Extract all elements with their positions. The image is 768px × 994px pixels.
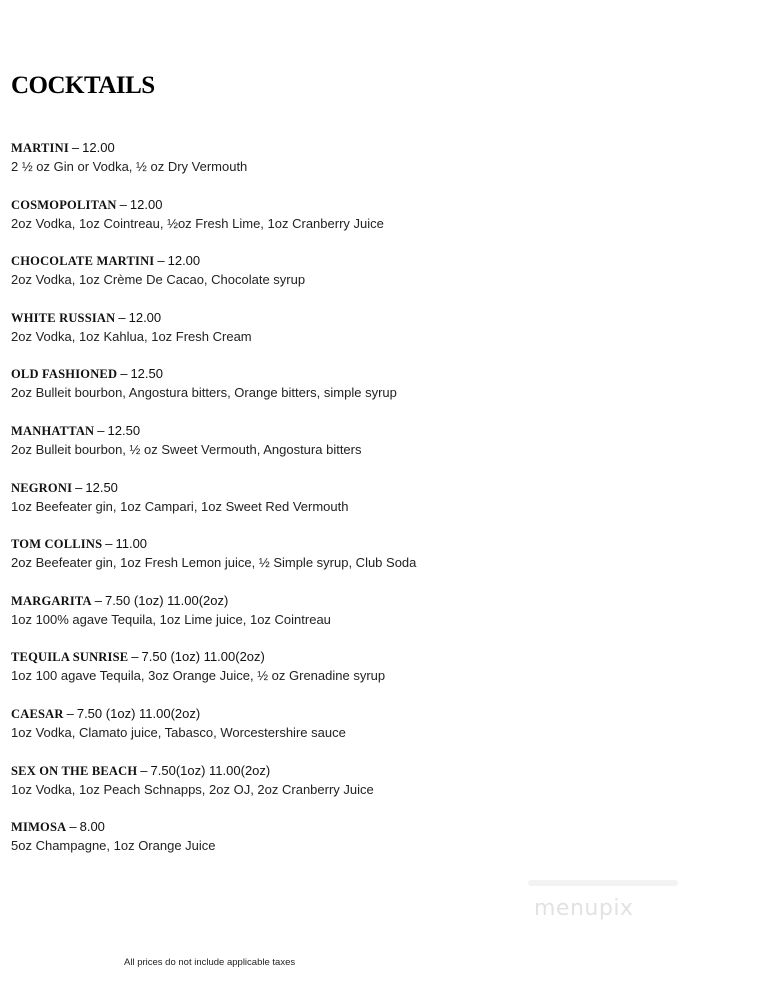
item-price: 12.00 <box>128 309 162 325</box>
item-description: 2oz Vodka, 1oz Crème De Cacao, Chocolate syrup <box>11 272 306 288</box>
item-separator: – <box>69 819 77 835</box>
item-price: 7.50 <box>104 592 131 608</box>
item-name: CAESAR <box>11 706 64 721</box>
item-name: MIMOSA <box>11 820 67 835</box>
cocktail-list <box>11 139 751 875</box>
item-name: TOM COLLINS <box>11 537 103 552</box>
item-name: OLD FASHIONED <box>11 367 118 382</box>
item-name: COSMOPOLITAN <box>11 197 117 212</box>
item-name: MARTINI <box>11 141 69 155</box>
menu-item <box>11 762 751 819</box>
item-separator: – <box>131 649 139 665</box>
item-price: 12.50 <box>130 366 163 382</box>
item-separator: – <box>120 366 128 382</box>
footer-note: All prices do not include applicable taxes <box>124 957 296 968</box>
item-price: 8.00 <box>79 819 105 835</box>
item-separator: – <box>119 196 127 212</box>
item-name: MANHATTAN <box>11 423 95 438</box>
menu-item <box>11 139 751 196</box>
menu-item <box>11 422 751 479</box>
item-price: 11.00 <box>115 536 148 552</box>
item-description: 1oz 100% agave Tequila, 1oz Lime juice, 1oz Cointreau <box>11 611 331 627</box>
watermark-logo: menupix <box>534 896 634 921</box>
item-price-sizes: (1oz) 11.00(2oz) <box>105 705 201 721</box>
item-description: 1oz Vodka, 1oz Peach Schnapps, 2oz OJ, 2oz Cranberry Juice <box>11 781 374 797</box>
item-description: 5oz Champagne, 1oz Orange Juice <box>11 838 216 854</box>
menu-item <box>11 252 751 309</box>
item-name: MARGARITA <box>11 593 92 608</box>
item-separator: – <box>94 592 102 608</box>
menu-item <box>11 818 751 875</box>
item-name: CHOCOLATE MARTINI <box>11 254 155 269</box>
menu-item <box>11 535 751 592</box>
item-description: 2oz Vodka, 1oz Cointreau, ½oz Fresh Lime, 1oz Cranberry Juice <box>11 215 384 231</box>
item-description: 2 ½ oz Gin or Vodka, ½ oz Dry Vermouth <box>11 159 248 174</box>
item-name: WHITE RUSSIAN <box>11 310 116 325</box>
item-price-sizes: (1oz) 11.00(2oz) <box>175 762 271 778</box>
item-separator: – <box>66 705 74 721</box>
menu-item <box>11 705 751 762</box>
item-separator: – <box>71 140 80 155</box>
menu-item <box>11 479 751 536</box>
item-description: 1oz 100 agave Tequila, 3oz Orange Juice, ½ oz Grenadine syrup <box>11 668 386 684</box>
item-price: 12.00 <box>82 140 115 155</box>
item-description: 2oz Bulleit bourbon, ½ oz Sweet Vermouth, Angostura bitters <box>11 441 362 457</box>
item-description: 2oz Beefeater gin, 1oz Fresh Lemon juice, ½ Simple syrup, Club Soda <box>11 555 417 571</box>
item-price-sizes: (1oz) 11.00(2oz) <box>170 649 265 665</box>
item-price: 7.50 <box>76 705 103 721</box>
item-separator: – <box>105 536 113 552</box>
item-description: 2oz Bulleit bourbon, Angostura bitters, Orange bitters, simple syrup <box>11 385 397 401</box>
menu-item <box>11 309 751 366</box>
menu-item <box>11 365 751 422</box>
watermark-bar <box>528 880 678 886</box>
item-separator: – <box>157 253 165 269</box>
item-name: NEGRONI <box>11 480 73 495</box>
item-name: TEQUILA SUNRISE <box>11 650 129 665</box>
menu-item <box>11 196 751 253</box>
menu-item <box>11 648 751 705</box>
item-separator: – <box>97 422 105 438</box>
item-price: 7.50 <box>141 649 167 665</box>
item-price: 12.50 <box>107 422 141 438</box>
menu-item <box>11 592 751 649</box>
item-description: 1oz Beefeater gin, 1oz Campari, 1oz Sweet Red Vermouth <box>11 498 349 514</box>
item-price: 12.00 <box>129 196 163 212</box>
item-price: 12.00 <box>167 253 201 269</box>
menu-title: COCKTAILS <box>11 72 155 99</box>
item-name: SEX ON THE BEACH <box>11 763 138 778</box>
item-description: 1oz Vodka, Clamato juice, Tabasco, Worcestershire sauce <box>11 724 346 740</box>
item-separator: – <box>118 309 126 325</box>
item-price-sizes: (1oz) 11.00(2oz) <box>133 592 229 608</box>
item-separator: – <box>75 479 83 495</box>
item-separator: – <box>140 762 148 778</box>
item-price: 12.50 <box>85 479 118 495</box>
item-price: 7.50 <box>150 762 176 778</box>
item-description: 2oz Vodka, 1oz Kahlua, 1oz Fresh Cream <box>11 328 252 344</box>
